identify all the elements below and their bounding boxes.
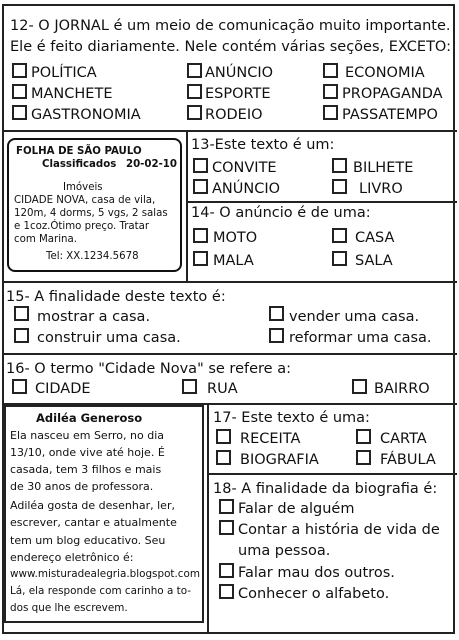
q12-option-label: ANÚNCIO [205,65,274,81]
q15-option-label: mostrar a casa. [37,309,151,325]
divider [2,281,457,283]
q16-checkbox-1[interactable] [12,379,27,394]
q13-option-label: BILHETE [353,160,414,176]
divider [2,353,457,355]
q12-checkbox-2[interactable] [187,63,202,78]
q18-checkbox-3[interactable] [219,563,234,578]
q18-checkbox-1[interactable] [219,499,234,514]
q12-prompt-line2: Ele é feito diariamente. Nele contém várias seções, EXCETO: [10,39,451,55]
q17-checkbox-1[interactable] [216,429,231,444]
biography-line: casada, tem 3 filhos e mais [10,463,162,476]
q14-option-label: SALA [355,253,393,269]
q12-checkbox-9[interactable] [323,105,338,120]
q16-checkbox-3[interactable] [352,379,367,394]
q12-checkbox-5[interactable] [187,84,202,99]
biography-name: Adiléa Generoso [36,411,143,425]
q15-checkbox-2[interactable] [269,306,284,321]
biography-line: endereço eletrônico é: [10,551,134,564]
biography-line: 13/10, onde vive até hoje. É [10,446,165,459]
ad-text-line: com Marina. [14,234,77,245]
q17-option-label: RECEITA [240,431,301,447]
q18-option-label: Conhecer o alfabeto. [238,586,390,602]
q12-checkbox-7[interactable] [12,105,27,120]
q12-checkbox-1[interactable] [12,63,27,78]
q18-option-label: Falar de alguém [238,501,355,517]
q15-checkbox-1[interactable] [14,306,29,321]
classified-ad-card [7,138,182,272]
q15-option-label: vender uma casa. [289,309,420,325]
biography-box [4,405,204,623]
q12-checkbox-3[interactable] [323,63,338,78]
q12-checkbox-4[interactable] [12,84,27,99]
q15-checkbox-3[interactable] [14,328,29,343]
q14-checkbox-2[interactable] [332,228,347,243]
biography-line: de 30 anos de professora. [10,480,154,493]
q12-option-label: PROPAGANDA [342,86,443,102]
q17-prompt: 17- Este texto é uma: [213,410,370,426]
q16-option-label: RUA [207,381,238,397]
q17-option-label: FÁBULA [380,452,436,468]
q13-option-label: LIVRO [359,181,403,197]
q15-prompt: 15- A finalidade deste texto é: [6,289,226,305]
biography-line: Ela nasceu em Serro, no dia [10,429,165,442]
q15-checkbox-4[interactable] [269,328,284,343]
biography-line: Adiléa gosta de desenhar, ler, [10,499,175,512]
q14-checkbox-4[interactable] [332,251,347,266]
q16-checkbox-2[interactable] [182,379,197,394]
q17-option-label: CARTA [380,431,427,447]
q12-prompt-line1: 12- O JORNAL é um meio de comunicação muito importante. [10,18,451,34]
q17-checkbox-2[interactable] [356,429,371,444]
ad-text-line: 120m, 4 dorms, 5 vgs, 2 salas [14,208,168,219]
newspaper-date: 20-02-10 [126,159,177,170]
q12-option-label: ECONOMIA [345,65,425,81]
q13-checkbox-2[interactable] [332,158,347,173]
q13-option-label: CONVITE [212,160,277,176]
divider [2,130,457,132]
q14-option-label: CASA [355,230,395,246]
q18-option-label: Contar a história de vida de [238,522,440,538]
q15-option-label: reformar uma casa. [289,330,432,346]
divider [207,473,457,475]
q17-option-label: BIOGRAFIA [240,452,319,468]
q18-prompt: 18- A finalidade da biografia é: [213,481,438,497]
q18-option-label-continuation: uma pessoa. [238,543,331,559]
q12-option-label: MANCHETE [31,86,113,102]
biography-line: dos que lhe escrevem. [10,602,128,614]
q13-option-label: ANÚNCIO [212,181,281,197]
divider [186,130,188,281]
q14-prompt: 14- O anúncio é de uma: [191,205,371,221]
q14-option-label: MOTO [213,230,258,246]
q16-prompt: 16- O termo "Cidade Nova" se refere a: [6,361,291,377]
q12-checkbox-8[interactable] [187,105,202,120]
biography-line: escrever, cantar e atualmente [10,516,177,529]
q18-checkbox-2[interactable] [219,520,234,535]
ad-category: Imóveis [63,182,103,193]
q12-option-label: GASTRONOMIA [31,107,141,123]
q15-option-label: construir uma casa. [37,330,181,346]
divider [207,403,209,633]
newspaper-section: Classificados [42,159,117,170]
q12-option-label: POLÍTICA [31,65,97,81]
q17-checkbox-3[interactable] [216,450,231,465]
q12-option-label: PASSATEMPO [342,107,438,123]
q14-option-label: MALA [213,253,254,269]
ad-text-line: e 1coz.Ótimo preço. Tratar [14,221,150,232]
q13-checkbox-3[interactable] [193,179,208,194]
ad-phone: Tel: XX.1234.5678 [46,251,139,262]
q13-prompt: 13-Este texto é um: [191,137,335,153]
q16-option-label: BAIRRO [374,381,430,397]
q18-option-label: Falar mau dos outros. [238,565,395,581]
q17-checkbox-4[interactable] [356,450,371,465]
q16-option-label: CIDADE [35,381,91,397]
q12-option-label: RODEIO [205,107,263,123]
q12-checkbox-6[interactable] [323,84,338,99]
ad-text-line: CIDADE NOVA, casa de vila, [14,195,156,206]
q12-option-label: ESPORTE [205,86,271,102]
newspaper-name: FOLHA DE SÃO PAULO [16,146,142,157]
divider [186,201,457,203]
q14-checkbox-3[interactable] [193,251,208,266]
biography-line: tem um blog educativo. Seu [10,534,166,547]
biography-line: Lá, ela responde com carinho a to- [10,585,191,597]
biography-blog-url: www.misturadealegria.blogspot.com [10,568,200,580]
q14-checkbox-1[interactable] [193,228,208,243]
q13-checkbox-1[interactable] [193,158,208,173]
q13-checkbox-4[interactable] [332,179,347,194]
q18-checkbox-4[interactable] [219,584,234,599]
